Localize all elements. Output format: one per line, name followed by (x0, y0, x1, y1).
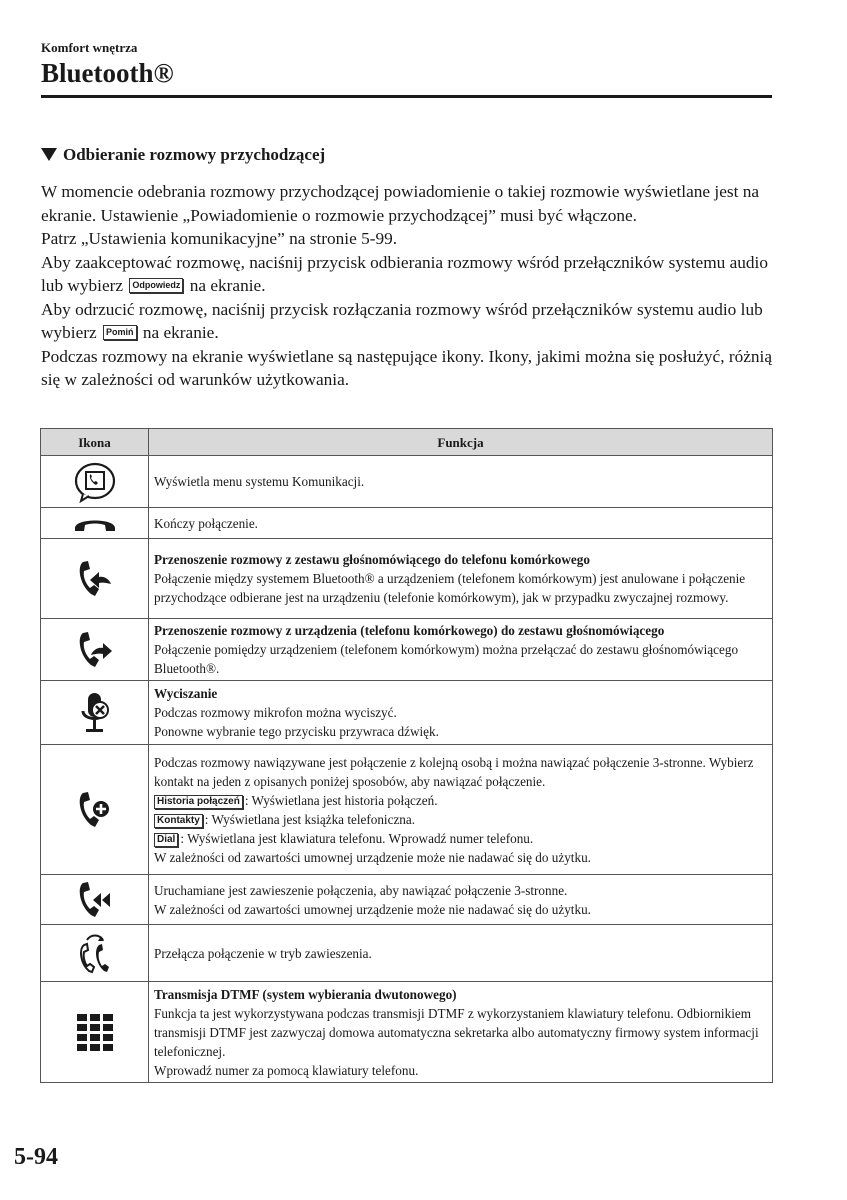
row-function: Kończy połączenie. (149, 508, 773, 539)
row-function: Podczas rozmowy mikrofon można wyciszyć. (154, 705, 397, 720)
transfer-to-phone-icon[interactable] (75, 558, 115, 600)
contacts-button[interactable]: Kontakty (154, 814, 203, 828)
hang-up-icon[interactable] (71, 512, 119, 534)
row-title: Przenoszenie rozmowy z urządzenia (telefonu komórkowego) do zestawu głośnomówiącego (154, 623, 665, 638)
section-heading-text: Odbieranie rozmowy przychodzącej (63, 145, 326, 164)
option-contacts: Kontakty : Wyświetlana jest książka telefoniczna. (154, 810, 767, 829)
table-row (41, 456, 773, 508)
page-number: 5-94 (14, 1144, 58, 1170)
accept-text: Aby zaakceptować rozmowę, naciśnij przycisk odbierania rozmowy wśród przełączników systemu audio lub wybierz (41, 252, 769, 295)
dial-button[interactable]: Dial (154, 833, 178, 847)
row-title: Przenoszenie rozmowy z zestawu głośnomówiącego do telefonu komórkowego (154, 552, 590, 567)
call-history-button[interactable]: Historia połączeń (154, 795, 243, 809)
keypad-icon[interactable] (75, 1012, 115, 1052)
title-divider (41, 95, 772, 98)
option-dial: Dial : Wyświetlana jest klawiatura telefonu. Wprowadź numer telefonu. (154, 829, 767, 848)
skip-button[interactable]: Pomiń (103, 325, 137, 340)
row-function: Podczas rozmowy nawiązywane jest połączenie z kolejną osobą i można nawiązać połączenie 3-stronne. Wybierz kontakt na jeden z opisanych poniżej sposobów, aby nawiązać połączenie. (154, 754, 754, 789)
accept-text-end: na ekranie. (189, 276, 266, 295)
paragraph-reject (41, 298, 781, 345)
breadcrumb: Komfort wnętrza (41, 40, 138, 55)
row-function: Połączenie między systemem Bluetooth® a urządzeniem (telefonem komórkowym) jest anulowane i połączenie przychodzące odbierane jest na urządzeniu (telefonie komórkowym), jak w przypadku zwyczajnej rozmowy. (154, 571, 746, 605)
row-function: Uruchamiane jest zawieszenie połączenia, aby nawiązać połączenie 3-stronne. (154, 882, 568, 898)
transfer-to-handsfree-icon[interactable] (75, 629, 115, 671)
add-call-icon[interactable] (75, 789, 115, 831)
table-row (41, 982, 773, 1083)
triangle-marker-icon (41, 148, 57, 161)
table-row (41, 745, 773, 875)
page-title: Bluetooth® (41, 58, 174, 88)
section-heading (41, 145, 325, 165)
table-row (41, 681, 773, 745)
merge-call-icon[interactable] (75, 879, 115, 921)
paragraph-icons-intro: Podczas rozmowy na ekranie wyświetlane są następujące ikony. Ikony, jakimi można się posłużyć, różnią się w zależności od warunków użytkowania. (41, 346, 773, 389)
answer-button[interactable]: Odpowiedz (129, 278, 183, 293)
row-function: W zależności od zawartości umownej urządzenie może nie nadawać się do użytku. (154, 901, 591, 917)
table-row (41, 508, 773, 539)
microphone-mute-icon[interactable] (78, 691, 112, 735)
table-row (41, 925, 773, 982)
table-header-row (41, 429, 773, 456)
body-text (41, 180, 781, 392)
row-function: Wprowadź numer za pomocą klawiatury telefonu. (154, 1062, 419, 1078)
paragraph-reference: Patrz „Ustawienia komunikacyjne” na stronie 5-99. (41, 229, 398, 248)
paragraph-notification: W momencie odebrania rozmowy przychodzącej powiadomienie o takiej rozmowie wyświetlane jest na ekranie. Ustawienie „Powiadomienie o rozmowie przychodzącej” musi być włączone. (41, 182, 760, 225)
reject-text: Aby odrzucić rozmowę, naciśnij przycisk rozłączania rozmowy wśród przełączników systemu audio lub wybierz (41, 299, 763, 342)
row-title: Transmisja DTMF (system wybierania dwutonowego) (154, 986, 457, 1002)
communication-menu-icon[interactable] (73, 461, 117, 503)
swap-call-icon[interactable] (75, 930, 115, 976)
row-function: Ponowne wybranie tego przycisku przywraca dźwięk. (154, 724, 439, 739)
icon-function-table (40, 428, 773, 1083)
row-note: W zależności od zawartości umownej urządzenie może nie nadawać się do użytku. (154, 849, 591, 865)
table-row (41, 619, 773, 681)
row-function: Przełącza połączenie w tryb zawieszenia. (149, 925, 773, 982)
column-header-icon: Ikona (41, 429, 149, 456)
row-function: Funkcja ta jest wykorzystywana podczas transmisji DTMF z wykorzystaniem klawiatury telefonu. Odbiornikiem transmisji DTMF jest zazwyczaj domowa automatyczna sekretarka albo automatyczny firmowy system informacji telefonicznej. (154, 1005, 759, 1059)
table-row (41, 539, 773, 619)
column-header-function: Funkcja (149, 429, 773, 456)
row-function: Wyświetla menu systemu Komunikacji. (149, 456, 773, 508)
row-title: Wyciszanie (154, 686, 218, 701)
table-row (41, 875, 773, 925)
reject-text-end: na ekranie. (142, 323, 219, 342)
row-function: Połączenie pomiędzy urządzeniem (telefonem komórkowym) można przełączać do zestawu głośnomówiącego Bluetooth®. (154, 642, 739, 676)
option-call-history: Historia połączeń : Wyświetlana jest historia połączeń. (154, 791, 767, 810)
paragraph-accept (41, 251, 781, 298)
